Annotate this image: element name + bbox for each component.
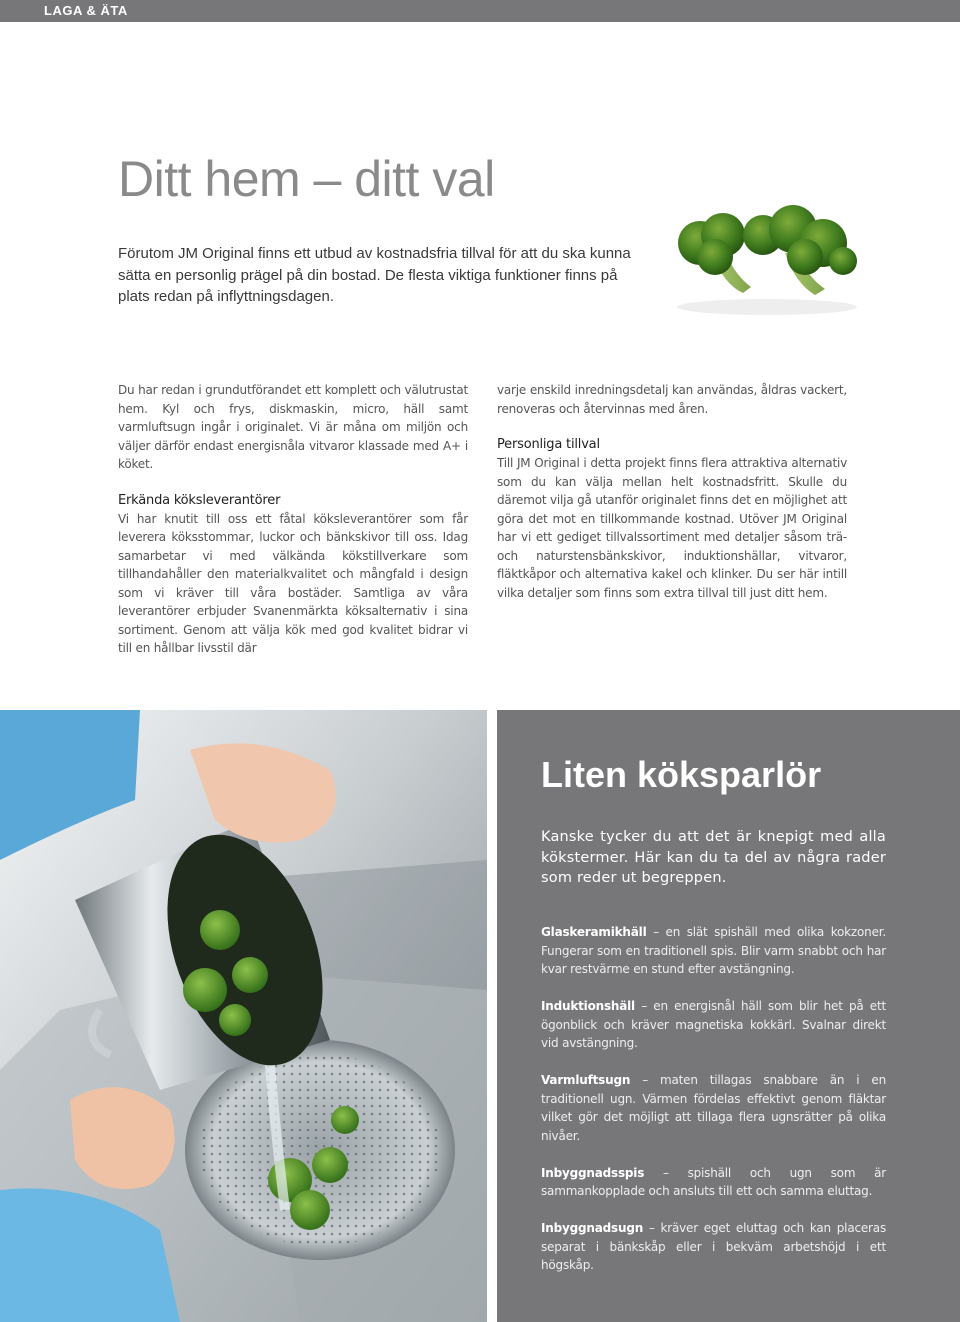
right-column [497, 381, 847, 620]
glossary-entry [541, 1071, 886, 1145]
glossary-definition: – kräver eget eluttag och kan placeras separat i bänkskåp eller i bekväm arbetshöjd i ett högskåp. [541, 1221, 886, 1272]
glossary-entry [541, 997, 886, 1053]
page-title: Ditt hem – ditt val [118, 151, 495, 207]
glossary-list [541, 923, 886, 1293]
paragraph: varje enskild inredningsdetalj kan användas, åldras vackert, renoveras och återvinnas med åren. [497, 383, 847, 416]
paragraph: Vi har knutit till oss ett fåtal köksleverantörer som får leverera köksstommar, luckor och bänkskivor till oss. Idag samarbetar vi med välkända kökstillverkare som tillhandahåller den materialkvalitet och mångfald i design som vi kräver till våra bostäder. Samtliga av våra leverantörer erbjuder Svanenmärkta köksalternativ i sina sortiment. Genom att välja kök med god kvalitet bidrar vi till en hållbar livsstil där [118, 511, 468, 655]
glossary-definition: – en slät spishäll med olika kokzoner. Fungerar som en traditionell spis. Blir varm snabbt och har kvar restvärme en stund efter avstängning. [541, 925, 886, 976]
glossary-definition: – maten tillagas snabbare än i en traditionell ugn. Värmen fördelas effektivt genom fläktar vilket gör det möjligt att tillaga flera ugnsrätter på olika nivåer. [541, 1073, 886, 1143]
glossary-title: Liten köksparlör [541, 754, 822, 795]
paragraph: Till JM Original i detta projekt finns flera attraktiva alternativ som du kan välja mellan helt kostnadsfritt. Skulle du däremot vilja gå utanför originalet finns det en möjlighet att göra det mot en tillkommande kostnad. Utöver JM Original har vi ett gediget tillvalssortiment med detaljer såsom trä- och naturstensbänkskivor, induktionshällar, vitvaror, fläktkåpor och alternativa kakel och klinker. Du ser här intill vilka detaljer som finns som extra tillval till just ditt hem. [497, 456, 847, 600]
glossary-entry [541, 1219, 886, 1275]
kitchen-glossary-box [497, 710, 960, 1322]
section-label: LAGA & ÄTA [44, 3, 128, 18]
glossary-term: Glaskeramikhäll [541, 925, 647, 939]
broccoli-image [665, 195, 870, 320]
glossary-term: Inbyggnadsspis [541, 1165, 645, 1180]
glossary-definition: – spishäll och ugn som är sammankopplade och ansluts till ett och samma eluttag. [541, 1165, 886, 1198]
glossary-entry [541, 1164, 886, 1201]
glossary-lead: Kanske tycker du att det är knepigt med alla kökstermer. Här kan du ta del av några rader som reder ut begreppen. [541, 829, 886, 886]
glossary-entry [541, 923, 886, 979]
left-column [118, 381, 468, 676]
kitchen-sink-photo [0, 710, 487, 1322]
subheading: Erkända köksleverantörer [118, 492, 281, 508]
glossary-term: Induktionshäll [541, 999, 635, 1013]
glossary-term: Varmluftsugn [541, 1073, 631, 1087]
glossary-term: Inbyggnadsugn [541, 1221, 644, 1235]
intro-text: Förutom JM Original finns ett utbud av kostnadsfria tillval för att du ska kunna sätta en personlig prägel på din bostad. De flesta viktiga funktioner finns på plats redan på inflyttningsdagen. [118, 245, 631, 305]
glossary-definition: – en energisnål häll som blir het på ett ögonblick och kräver magnetiska kokkärl. Svalnar direkt vid avstängning. [541, 999, 886, 1050]
paragraph: Du har redan i grundutförandet ett komplett och välutrustat hem. Kyl och frys, diskmaskin, micro, häll samt varmluftsugn ingår i originalet. Vi är måna om miljön och väljer därför endast energisnåla vitvaror klassade med A+ i köket. [118, 383, 468, 471]
subheading: Personliga tillval [497, 437, 600, 452]
header-bar [0, 0, 960, 22]
